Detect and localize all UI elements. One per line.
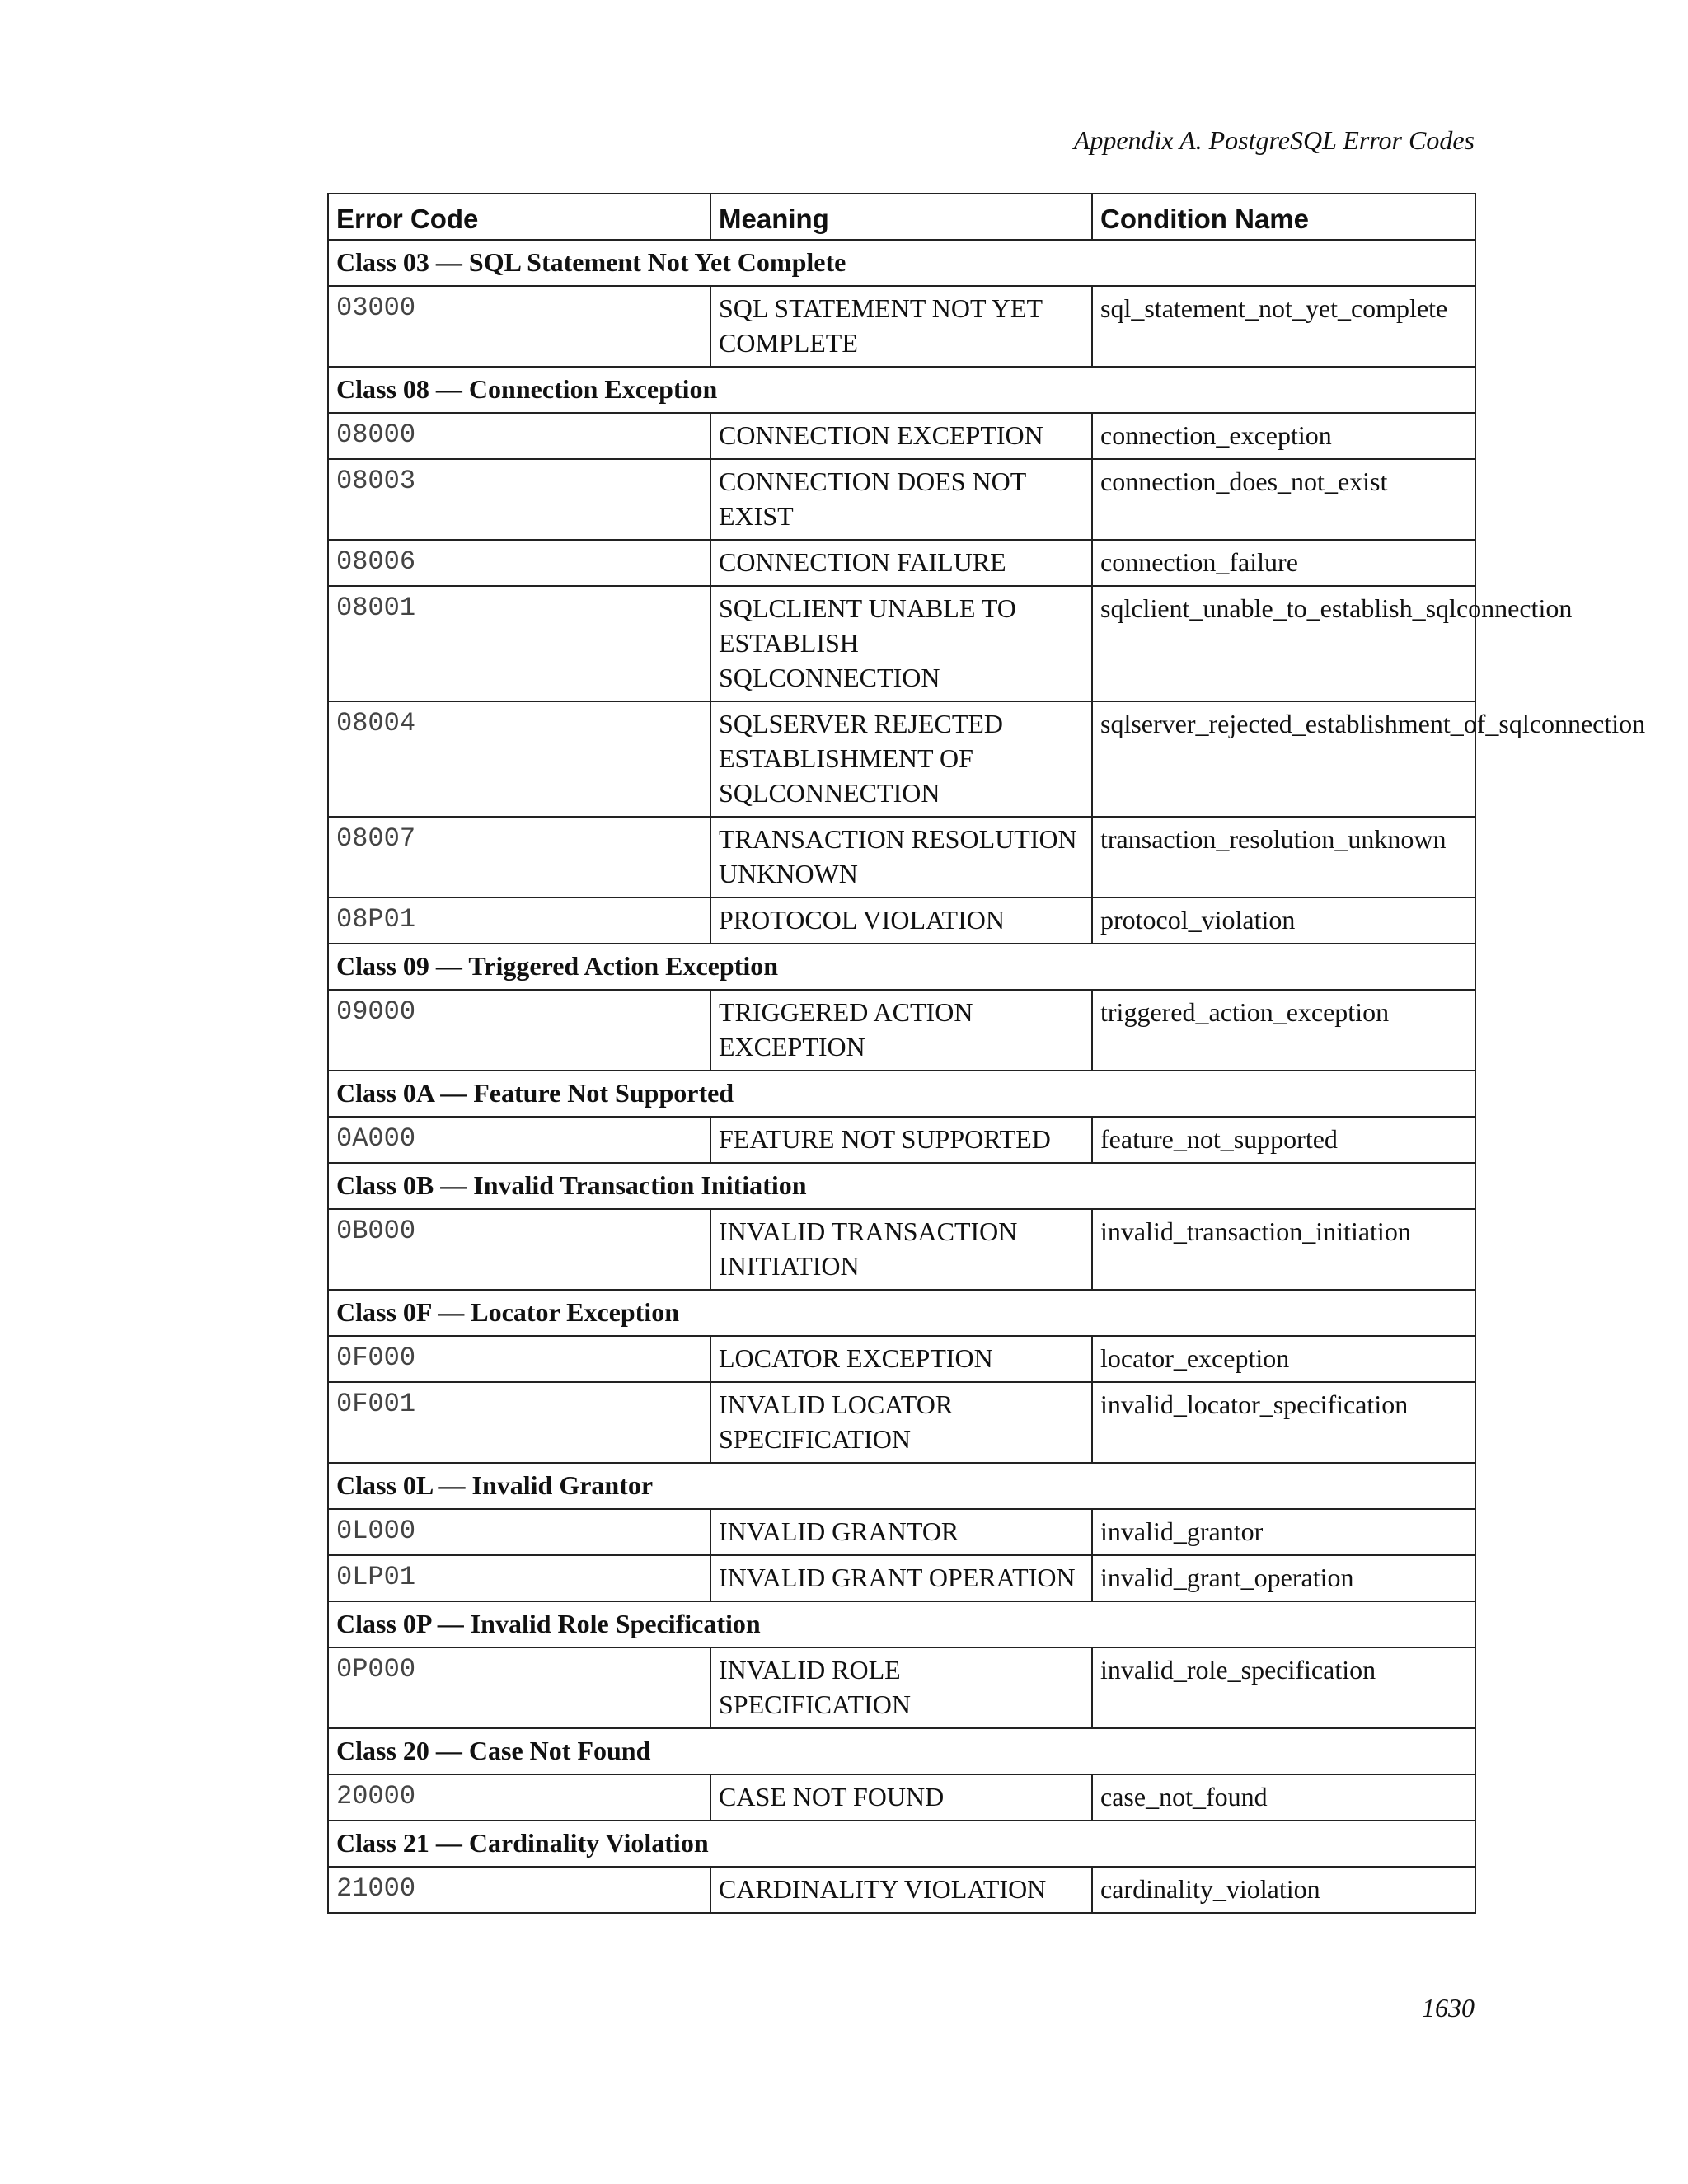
condition-name-cell: feature_not_supported [1092, 1117, 1475, 1163]
error-code-cell: 0F001 [328, 1382, 710, 1463]
meaning-cell: CONNECTION FAILURE [710, 540, 1092, 586]
class-heading: Class 0F — Locator Exception [328, 1290, 1475, 1336]
header-meaning: Meaning [710, 194, 1092, 240]
condition-name-cell: transaction_resolution_unknown [1092, 817, 1475, 898]
condition-name-cell: protocol_violation [1092, 898, 1475, 944]
class-heading-row [328, 1821, 1475, 1867]
meaning-cell: SQLCLIENT UNABLE TO ESTABLISH SQLCONNECTION [710, 586, 1092, 701]
condition-name-cell: connection_does_not_exist [1092, 459, 1475, 540]
class-heading-row [328, 1290, 1475, 1336]
error-code-cell: 0LP01 [328, 1555, 710, 1601]
meaning-cell: LOCATOR EXCEPTION [710, 1336, 1092, 1382]
page-number: 1630 [1422, 1993, 1475, 2022]
meaning-cell: INVALID GRANTOR [710, 1509, 1092, 1555]
meaning-cell: SQLSERVER REJECTED ESTABLISHMENT OF SQLCONNECTION [710, 701, 1092, 817]
error-codes-table [327, 193, 1646, 1914]
error-code-cell: 08003 [328, 459, 710, 540]
error-code-cell: 0P000 [328, 1647, 710, 1728]
condition-name-cell: triggered_action_exception [1092, 990, 1475, 1071]
table-row [328, 1336, 1475, 1382]
class-heading: Class 03 — SQL Statement Not Yet Complete [328, 240, 1475, 286]
class-heading: Class 0L — Invalid Grantor [328, 1463, 1475, 1509]
condition-name-cell: sqlclient_unable_to_establish_sqlconnection [1092, 586, 1475, 701]
table-row [328, 1555, 1475, 1601]
condition-name-cell: locator_exception [1092, 1336, 1475, 1382]
table-row [328, 817, 1475, 898]
condition-name-cell: invalid_role_specification [1092, 1647, 1475, 1728]
error-code-cell: 0L000 [328, 1509, 710, 1555]
meaning-cell: TRIGGERED ACTION EXCEPTION [710, 990, 1092, 1071]
error-code-cell: 09000 [328, 990, 710, 1071]
condition-name-cell: case_not_found [1092, 1774, 1475, 1821]
error-code-cell: 08000 [328, 413, 710, 459]
meaning-cell: TRANSACTION RESOLUTION UNKNOWN [710, 817, 1092, 898]
class-heading: Class 20 — Case Not Found [328, 1728, 1475, 1774]
condition-name-cell: invalid_grant_operation [1092, 1555, 1475, 1601]
table-row [328, 990, 1475, 1071]
meaning-cell: INVALID ROLE SPECIFICATION [710, 1647, 1092, 1728]
meaning-cell: INVALID TRANSACTION INITIATION [710, 1209, 1092, 1290]
header-condition-name: Condition Name [1092, 194, 1475, 240]
error-code-cell: 08P01 [328, 898, 710, 944]
table-row [328, 540, 1475, 586]
table-row [328, 286, 1475, 367]
class-heading-row [328, 944, 1475, 990]
meaning-cell: FEATURE NOT SUPPORTED [710, 1117, 1092, 1163]
error-code-cell: 0B000 [328, 1209, 710, 1290]
header-row [328, 194, 1475, 240]
condition-name-cell: invalid_locator_specification [1092, 1382, 1475, 1463]
table-row [328, 701, 1475, 817]
error-code-cell: 08007 [328, 817, 710, 898]
class-heading: Class 08 — Connection Exception [328, 367, 1475, 413]
table-row [328, 1382, 1475, 1463]
class-heading-row [328, 367, 1475, 413]
class-heading-row [328, 1728, 1475, 1774]
condition-name-cell: connection_failure [1092, 540, 1475, 586]
condition-name-cell: cardinality_violation [1092, 1867, 1475, 1913]
table-row [328, 1509, 1475, 1555]
table-row [328, 1647, 1475, 1728]
table-body [328, 240, 1646, 1913]
error-code-cell: 08006 [328, 540, 710, 586]
condition-name-cell: invalid_transaction_initiation [1092, 1209, 1475, 1290]
meaning-cell: INVALID GRANT OPERATION [710, 1555, 1092, 1601]
table-row [328, 413, 1475, 459]
class-heading-row [328, 1463, 1475, 1509]
table-row [328, 1867, 1475, 1913]
table-row [328, 1209, 1475, 1290]
error-code-cell: 03000 [328, 286, 710, 367]
table-row [328, 1117, 1475, 1163]
error-code-cell: 20000 [328, 1774, 710, 1821]
error-code-cell: 08004 [328, 701, 710, 817]
class-heading: Class 21 — Cardinality Violation [328, 1821, 1475, 1867]
condition-name-cell: invalid_grantor [1092, 1509, 1475, 1555]
class-heading: Class 0A — Feature Not Supported [328, 1071, 1475, 1117]
class-heading: Class 0B — Invalid Transaction Initiation [328, 1163, 1475, 1209]
condition-name-cell: sql_statement_not_yet_complete [1092, 286, 1475, 367]
condition-name-cell: sqlserver_rejected_establishment_of_sqlconnection [1092, 701, 1475, 817]
meaning-cell: INVALID LOCATOR SPECIFICATION [710, 1382, 1092, 1463]
condition-name-cell: connection_exception [1092, 413, 1475, 459]
meaning-cell: SQL STATEMENT NOT YET COMPLETE [710, 286, 1092, 367]
table-row [328, 898, 1475, 944]
table-row [328, 586, 1475, 701]
class-heading-row [328, 1071, 1475, 1117]
table-row [328, 459, 1475, 540]
running-header: Appendix A. PostgreSQL Error Codes [1073, 125, 1475, 155]
meaning-cell: PROTOCOL VIOLATION [710, 898, 1092, 944]
meaning-cell: CONNECTION EXCEPTION [710, 413, 1092, 459]
error-code-cell: 08001 [328, 586, 710, 701]
class-heading-row [328, 1163, 1475, 1209]
error-code-cell: 0F000 [328, 1336, 710, 1382]
error-code-cell: 21000 [328, 1867, 710, 1913]
table-header [328, 194, 1475, 240]
class-heading-row [328, 1601, 1475, 1647]
class-heading: Class 0P — Invalid Role Specification [328, 1601, 1475, 1647]
class-heading-row [328, 240, 1475, 286]
table-row [328, 1774, 1475, 1821]
header-error-code: Error Code [328, 194, 710, 240]
meaning-cell: CONNECTION DOES NOT EXIST [710, 459, 1092, 540]
meaning-cell: CARDINALITY VIOLATION [710, 1867, 1092, 1913]
class-heading: Class 09 — Triggered Action Exception [328, 944, 1475, 990]
error-code-cell: 0A000 [328, 1117, 710, 1163]
meaning-cell: CASE NOT FOUND [710, 1774, 1092, 1821]
